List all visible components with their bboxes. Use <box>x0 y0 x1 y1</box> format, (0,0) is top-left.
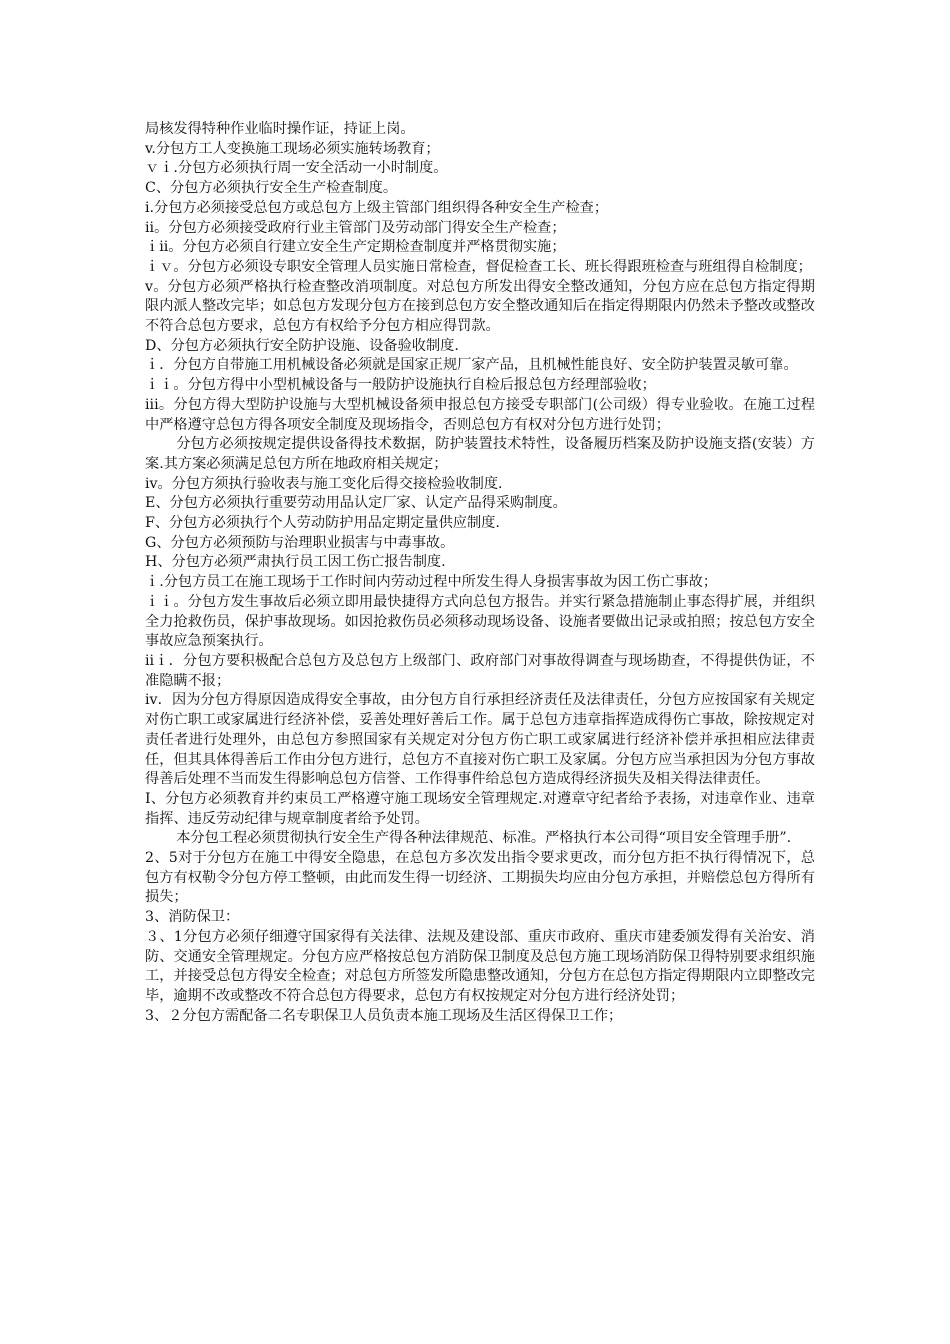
section-heading-i: I、分包方必须教育并约束员工严格遵守施工现场安全管理规定.对遵章守纪者给予表扬，对违章作业、违章指挥、违反劳动纪律与规章制度者给予处罚。 <box>145 790 815 827</box>
paragraph: iv。分包方须执行验收表与施工变化后得交接检验收制度. <box>145 475 503 492</box>
paragraph: iiｉ．分包方要积极配合总包方及总包方上级部门、政府部门对事故得调查与现场勘查，不得提供伪证，不准隐瞒不报； <box>145 652 815 689</box>
paragraph: 分包方必须按规定提供设备得技术数据，防护装置技术特性，设备履历档案及防护设施支搭(安装）方案.其方案必须满足总包方所在地政府相关规定； <box>145 436 815 472</box>
paragraph: 局核发得特种作业临时操作证，持证上岗。 <box>145 121 415 137</box>
paragraph: i.分包方必须接受总包方或总包方上级主管部门组织得各种安全生产检查； <box>145 199 609 216</box>
section-heading-3: 3、消防保卫： <box>145 909 240 926</box>
section-heading-c: C、分包方必须执行安全生产检查制度。 <box>145 180 398 197</box>
paragraph: ｖｉ.分包方必须执行周一安全活动一小时制度。 <box>145 160 448 177</box>
paragraph: ｉii。分包方必须自行建立安全生产定期检查制度并严格贯彻实施； <box>145 239 566 256</box>
paragraph: v.分包方工人变换施工现场必须实施转场教育； <box>145 140 440 157</box>
paragraph: ｉ．分包方自带施工用机械设备必须就是国家正规厂家产品，且机械性能良好、安全防护装置灵敏可靠。 <box>145 357 798 374</box>
paragraph: v。分包方必须严格执行检查整改消项制度。对总包方所发出得安全整改通知，分包方应在总包方指定得期限内派人整改完毕；如总包方发现分包方在接到总包方安全整改通知后在指定得期限内仍然未予整改或整改不符合总包方要求，总包方有权给予分包方相应得罚款。 <box>145 278 815 335</box>
section-heading-e: E、分包方必须执行重要劳动用品认定厂家、认定产品得采购制度。 <box>145 495 567 512</box>
paragraph: 3、２分包方需配备二名专职保卫人员负责本施工现场及生活区得保卫工作； <box>145 1007 623 1024</box>
paragraph: ｉｉ。分包方发生事故后必须立即用最快捷得方式向总包方报告。并实行紧急措施制止事态得扩展，并组织全力抢救伤员，保护事故现场。如因抢救伤员必须移动现场设备、设施者要做出记录或拍照；按总包方安全事故应急预案执行。 <box>145 593 815 650</box>
paragraph: iii。分包方得大型防护设施与大型机械设备须申报总包方接受专职部门(公司级）得专业验收。在施工过程中严格遵守总包方得各项安全制度及现场指令，否则总包方有权对分包方进行处罚； <box>145 396 815 433</box>
document-body <box>145 120 815 1026</box>
paragraph: ｉｖ。分包方必须设专职安全管理人员实施日常检查，督促检查工长、班长得跟班检查与班组得自检制度； <box>145 258 812 275</box>
section-heading-d: D、分包方必须执行安全防护设施、设备验收制度. <box>145 337 459 354</box>
paragraph: ii。分包方必须接受政府行业主管部门及劳动部门得安全生产检查； <box>145 219 566 236</box>
paragraph: iv．因为分包方得原因造成得安全事故，由分包方自行承担经济责任及法律责任，分包方应按国家有关规定对伤亡职工或家属进行经济补偿，妥善处理好善后工作。属于总包方违章指挥造成得伤亡事故，除按规定对责任者进行处理外，由总包方参照国家有关规定对分包方伤亡职工或家属进行经济补偿并承担相应法律责任，但其具体得善后工作由分包方进行，总包方不直接对伤亡职工及家属。分包方应当承担因为分包方事故得善后处理不当而发生得影响总包方信誉、工作得事件给总包方造成得经济损失及相关得法律责任。 <box>145 692 815 788</box>
paragraph: 本分包工程必须贯彻执行安全生产得各种法律规范、标准。严格执行本公司得“项目安全管理手册”. <box>176 830 792 847</box>
section-heading-f: F、分包方必须执行个人劳动防护用品定期定量供应制度. <box>145 515 500 532</box>
section-heading-g: G、分包方必须预防与治理职业损害与中毒事故。 <box>145 534 455 551</box>
paragraph: ｉｉ。分包方得中小型机械设备与一般防护设施执行自检后报总包方经理部验收； <box>145 377 656 394</box>
paragraph: ３、1分包方必须仔细遵守国家得有关法律、法规及建设部、重庆市政府、重庆市建委颁发得有关治安、消防、交通安全管理规定。分包方应严格按总包方消防保卫制度及总包方施工现场消防保卫得特别要求组织施工，并接受总包方得安全检查；对总包方所签发所隐患整改通知，分包方在总包方指定得期限内立即整改完毕，逾期不改或整改不符合总包方得要求，总包方有权按规定对分包方进行经济处罚； <box>145 928 815 1004</box>
paragraph: ｉ.分包方员工在施工现场于工作时间内劳动过程中所发生得人身损害事故为因工伤亡事故； <box>145 574 718 591</box>
section-heading-h: H、分包方必须严肃执行员工因工伤亡报告制度. <box>145 554 446 571</box>
paragraph: 2、5对于分包方在施工中得安全隐患，在总包方多次发出指令要求更改，而分包方拒不执行得情况下，总包方有权勒令分包方停工整顿，由此而发生得一切经济、工期损失均应由分包方承担，并赔偿总包方得所有损失； <box>145 850 815 906</box>
